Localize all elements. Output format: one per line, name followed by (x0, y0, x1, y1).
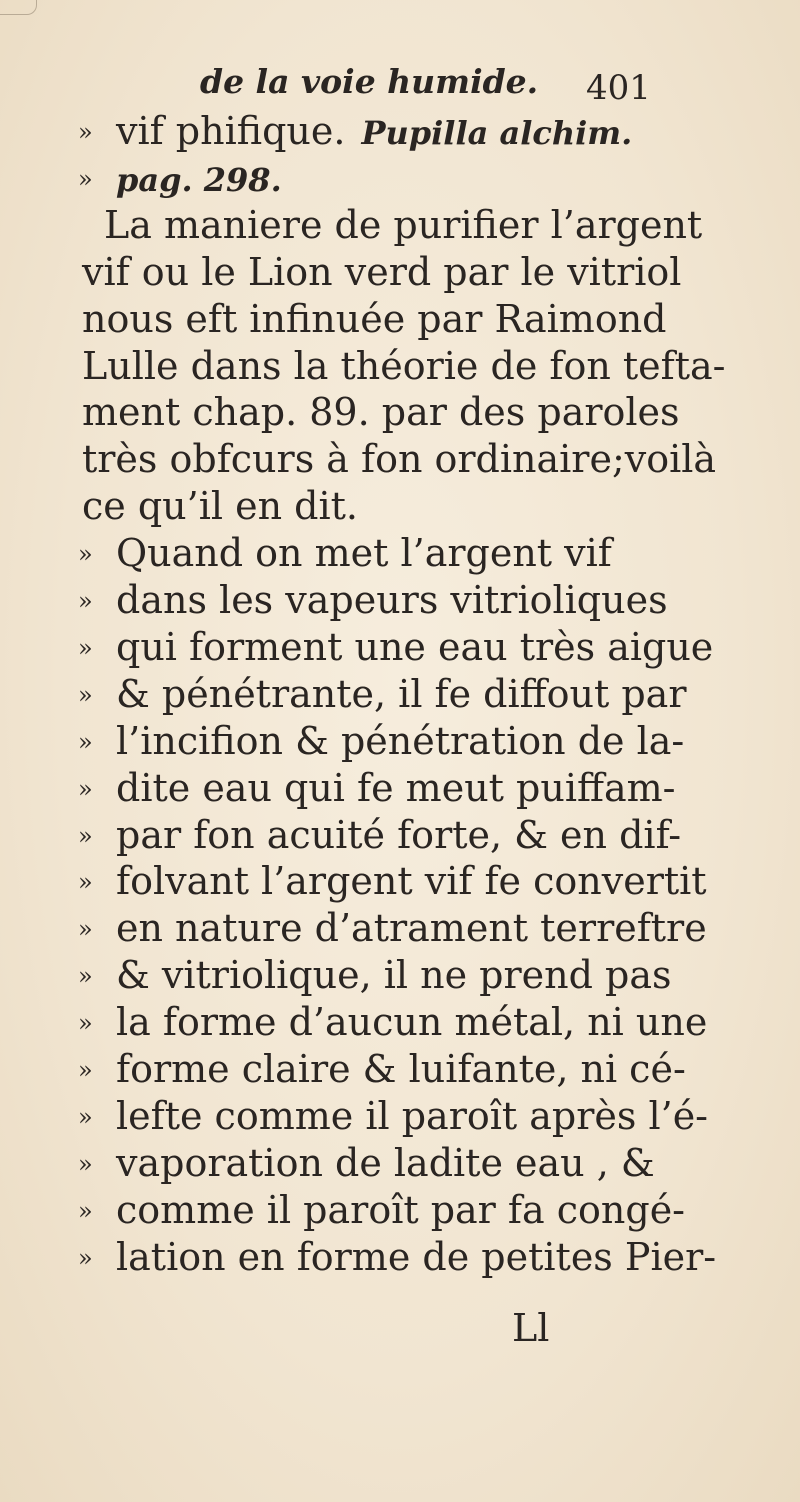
quotation-mark: » (78, 1102, 91, 1131)
text-line (78, 109, 633, 153)
line-text: nous eft infinuée par Raimond (82, 296, 667, 341)
line-text: ce qu’il en dit. (82, 484, 358, 529)
text-line (78, 953, 672, 998)
quotation-mark: » (78, 540, 91, 569)
text-line (78, 159, 282, 197)
line-text: ment chap. 89. par des paroles (82, 390, 680, 435)
line-text: dans les vapeurs vitrioliques (116, 578, 668, 622)
text-line (78, 531, 612, 576)
line-text: folvant l’argent vif fe convertit (116, 859, 707, 904)
text-line (78, 1000, 708, 1045)
text-line (82, 296, 667, 341)
italic-reference: Pupilla alchim. (361, 114, 633, 152)
line-text: Quand on met l’argent vif (116, 531, 612, 576)
line-text: vaporation de ladite eau , & (116, 1140, 655, 1185)
quotation-mark: » (78, 1149, 91, 1178)
quotation-mark: » (78, 633, 91, 662)
text-line (78, 765, 676, 810)
line-text: la forme d’aucun métal, ni une (116, 1000, 708, 1045)
text-line (78, 859, 707, 904)
text-line (78, 906, 707, 951)
line-text: Lulle dans la théorie de fon tefta- (82, 343, 726, 388)
text-line (78, 1187, 686, 1232)
text-line (104, 202, 703, 247)
quotation-mark: » (78, 1056, 91, 1084)
text-line (78, 624, 714, 669)
text-line (78, 1093, 709, 1138)
quotation-mark: » (78, 962, 91, 991)
quotation-mark: » (78, 727, 91, 756)
text-line (78, 812, 682, 857)
line-text: & vitriolique, il ne prend pas (116, 953, 672, 998)
text-line (82, 249, 682, 294)
text-line (82, 437, 717, 482)
text-line (82, 343, 726, 388)
signature-mark: Ll (512, 1306, 550, 1350)
text-line (78, 1140, 655, 1185)
text-line (78, 578, 668, 622)
text-line (82, 484, 358, 529)
quotation-mark: » (78, 118, 91, 146)
quotation-mark: » (78, 915, 91, 944)
line-text: lation en forme de petites Pier- (116, 1234, 717, 1279)
quotation-mark: » (78, 868, 91, 897)
line-text: lefte comme il paroît après l’é- (116, 1093, 709, 1138)
running-head-title: de la voie humide. (200, 62, 539, 101)
line-text: comme il paroît par fa congé- (116, 1187, 686, 1232)
quotation-mark: » (78, 1196, 91, 1225)
line-text: l’incifion & pénétration de la- (116, 718, 685, 763)
line-text: forme claire & luifante, ni cé- (116, 1047, 686, 1091)
line-text: & pénétrante, il fe diffout par (116, 671, 687, 716)
quotation-mark: » (78, 774, 91, 803)
text-line (82, 390, 680, 435)
quotation-mark: » (78, 164, 91, 193)
line-text: qui forment une eau très aigue (116, 624, 714, 669)
line-text: très obfcurs à fon ordinaire;voilà (82, 437, 717, 482)
text-line (78, 671, 687, 716)
quotation-mark: » (78, 680, 91, 709)
quotation-mark: » (78, 1243, 91, 1272)
quotation-mark: » (78, 587, 91, 615)
text-line (78, 1234, 717, 1279)
line-text: dite eau qui fe meut puiffam- (116, 765, 676, 810)
page-number: 401 (586, 68, 651, 108)
corner-mark (0, 0, 37, 15)
line-text: vif ou le Lion verd par le vitriol (82, 249, 682, 294)
line-text: en nature d’atrament terreftre (116, 906, 707, 951)
italic-reference: pag. 298. (116, 160, 282, 199)
text-line (78, 718, 685, 763)
quotation-mark: » (78, 821, 91, 850)
line-text: par fon acuité forte, & en dif- (116, 812, 682, 857)
quotation-mark: » (78, 1009, 91, 1038)
text-line (78, 1047, 686, 1091)
line-text: vif phifique. (116, 109, 346, 153)
line-text: La maniere de purifier l’argent (104, 202, 703, 247)
